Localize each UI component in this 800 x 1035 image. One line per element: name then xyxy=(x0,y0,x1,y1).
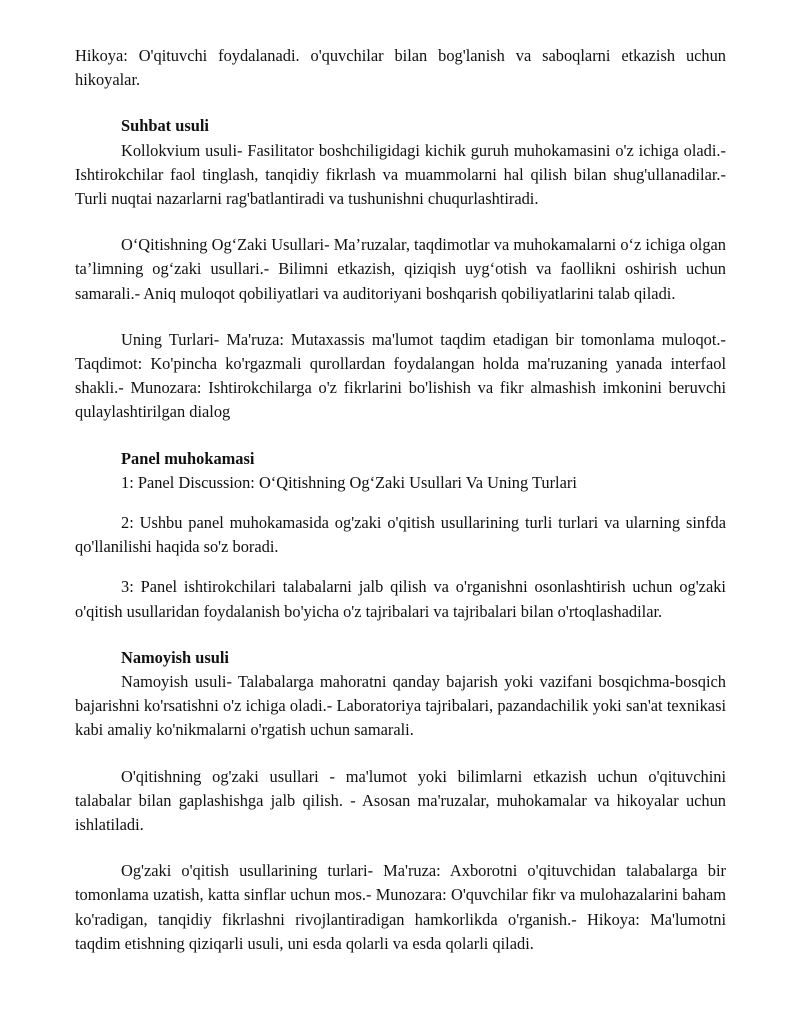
section-heading-namoyish: Namoyish usuli xyxy=(121,647,229,667)
paragraph: 3: Panel ishtirokchilari talabalarni jalb qilish va o'rganishni osonlashtirish uchun og'zaki o'qitish usullaridan foydalanish bo'yicha o'z tajribalari va tajribalari bilan o'rtoqlashadilar. xyxy=(75,577,726,621)
paragraph: Uning Turlari- Ma'ruza: Mutaxassis ma'lumot taqdim etadigan bir tomonlama muloqot.- Taqdimot: Ko'pincha ko'rgazmali qurollardan foydalangan holda ma'ruzaning yanada interfaol shakli.- Munozara: Ishtirokchilarga o'z fikrlarini bo'lishish va fikr almashish imkonini beruvchi qulaylashtirilgan dialog xyxy=(75,329,726,422)
paragraph: O'qitishning og'zaki usullari - ma'lumot yoki bilimlarni etkazish uchun o'qituvchini talabalar bilan gaplashishga jalb qilish. - Asosan ma'ruzalar, muhokamalar va hikoyalar uchun ishlatiladi. xyxy=(75,766,726,835)
paragraph: Namoyish usuli- Talabalarga mahoratni qanday bajarish yoki vazifani bosqichma-bosqich bajarishni ko'rsatishni o'z ichiga oladi.- Laboratoriya tajribalari, pazandachilik yoki san'at texnikasi kabi amaliy ko'nikmalarni o'rgatish uchun samarali. xyxy=(75,672,726,740)
paragraph: O‘Qitishning Og‘Zaki Usullari- Ma’ruzalar, taqdimotlar va muhokamalarni o‘z ichiga olgan ta’limning og‘zaki usullari.- Bilimni etkazish, qiziqish uyg‘otish va faollikni oshirish uchun samarali.- Aniq muloqot qobiliyatlari va auditoriyani boshqarish qobiliyatlarini talab qiladi. xyxy=(75,235,726,303)
intro-paragraph: Hikoya: O'qituvchi foydalanadi. o'quvchilar bilan bog'lanish va saboqlarni etkazish uchun hikoyalar. xyxy=(75,46,726,90)
section-heading-suhbat: Suhbat usuli xyxy=(121,116,209,136)
section-heading-panel: Panel muhokamasi xyxy=(121,448,255,468)
paragraph: 1: Panel Discussion: O‘Qitishning Og‘Zaki Usullari Va Uning Turlari xyxy=(121,472,577,492)
paragraph: 2: Ushbu panel muhokamasida og'zaki o'qitish usullarining turli turlari va ularning sinfda qo'llanilishi haqida so'z boradi. xyxy=(75,513,726,557)
paragraph: Kollokvium usuli- Fasilitator boshchiligidagi kichik guruh muhokamasini o'z ichiga oladi.- Ishtirokchilar faol tinglash, tanqidiy fikrlash va muammolarni hal qilish bilan shug'ullanadilar.- Turli nuqtai nazarlarni rag'batlantiradi va tushunishni chuqurlashtiradi. xyxy=(75,140,726,209)
paragraph: Og'zaki o'qitish usullarining turlari- Ma'ruza: Axborotni o'qituvchidan talabalarga bir tomonlama uzatish, katta sinflar uchun mos.- Munozara: O'quvchilar fikr va mulohazalarini baham ko'radigan, tanqidiy fikrlashni rivojlantiradigan hamkorlikda o'rganish.- Hikoya: Ma'lumotni taqdim etishning qiziqarli usuli, uni esda qolarli va esda qolarli qiladi. xyxy=(75,861,726,953)
